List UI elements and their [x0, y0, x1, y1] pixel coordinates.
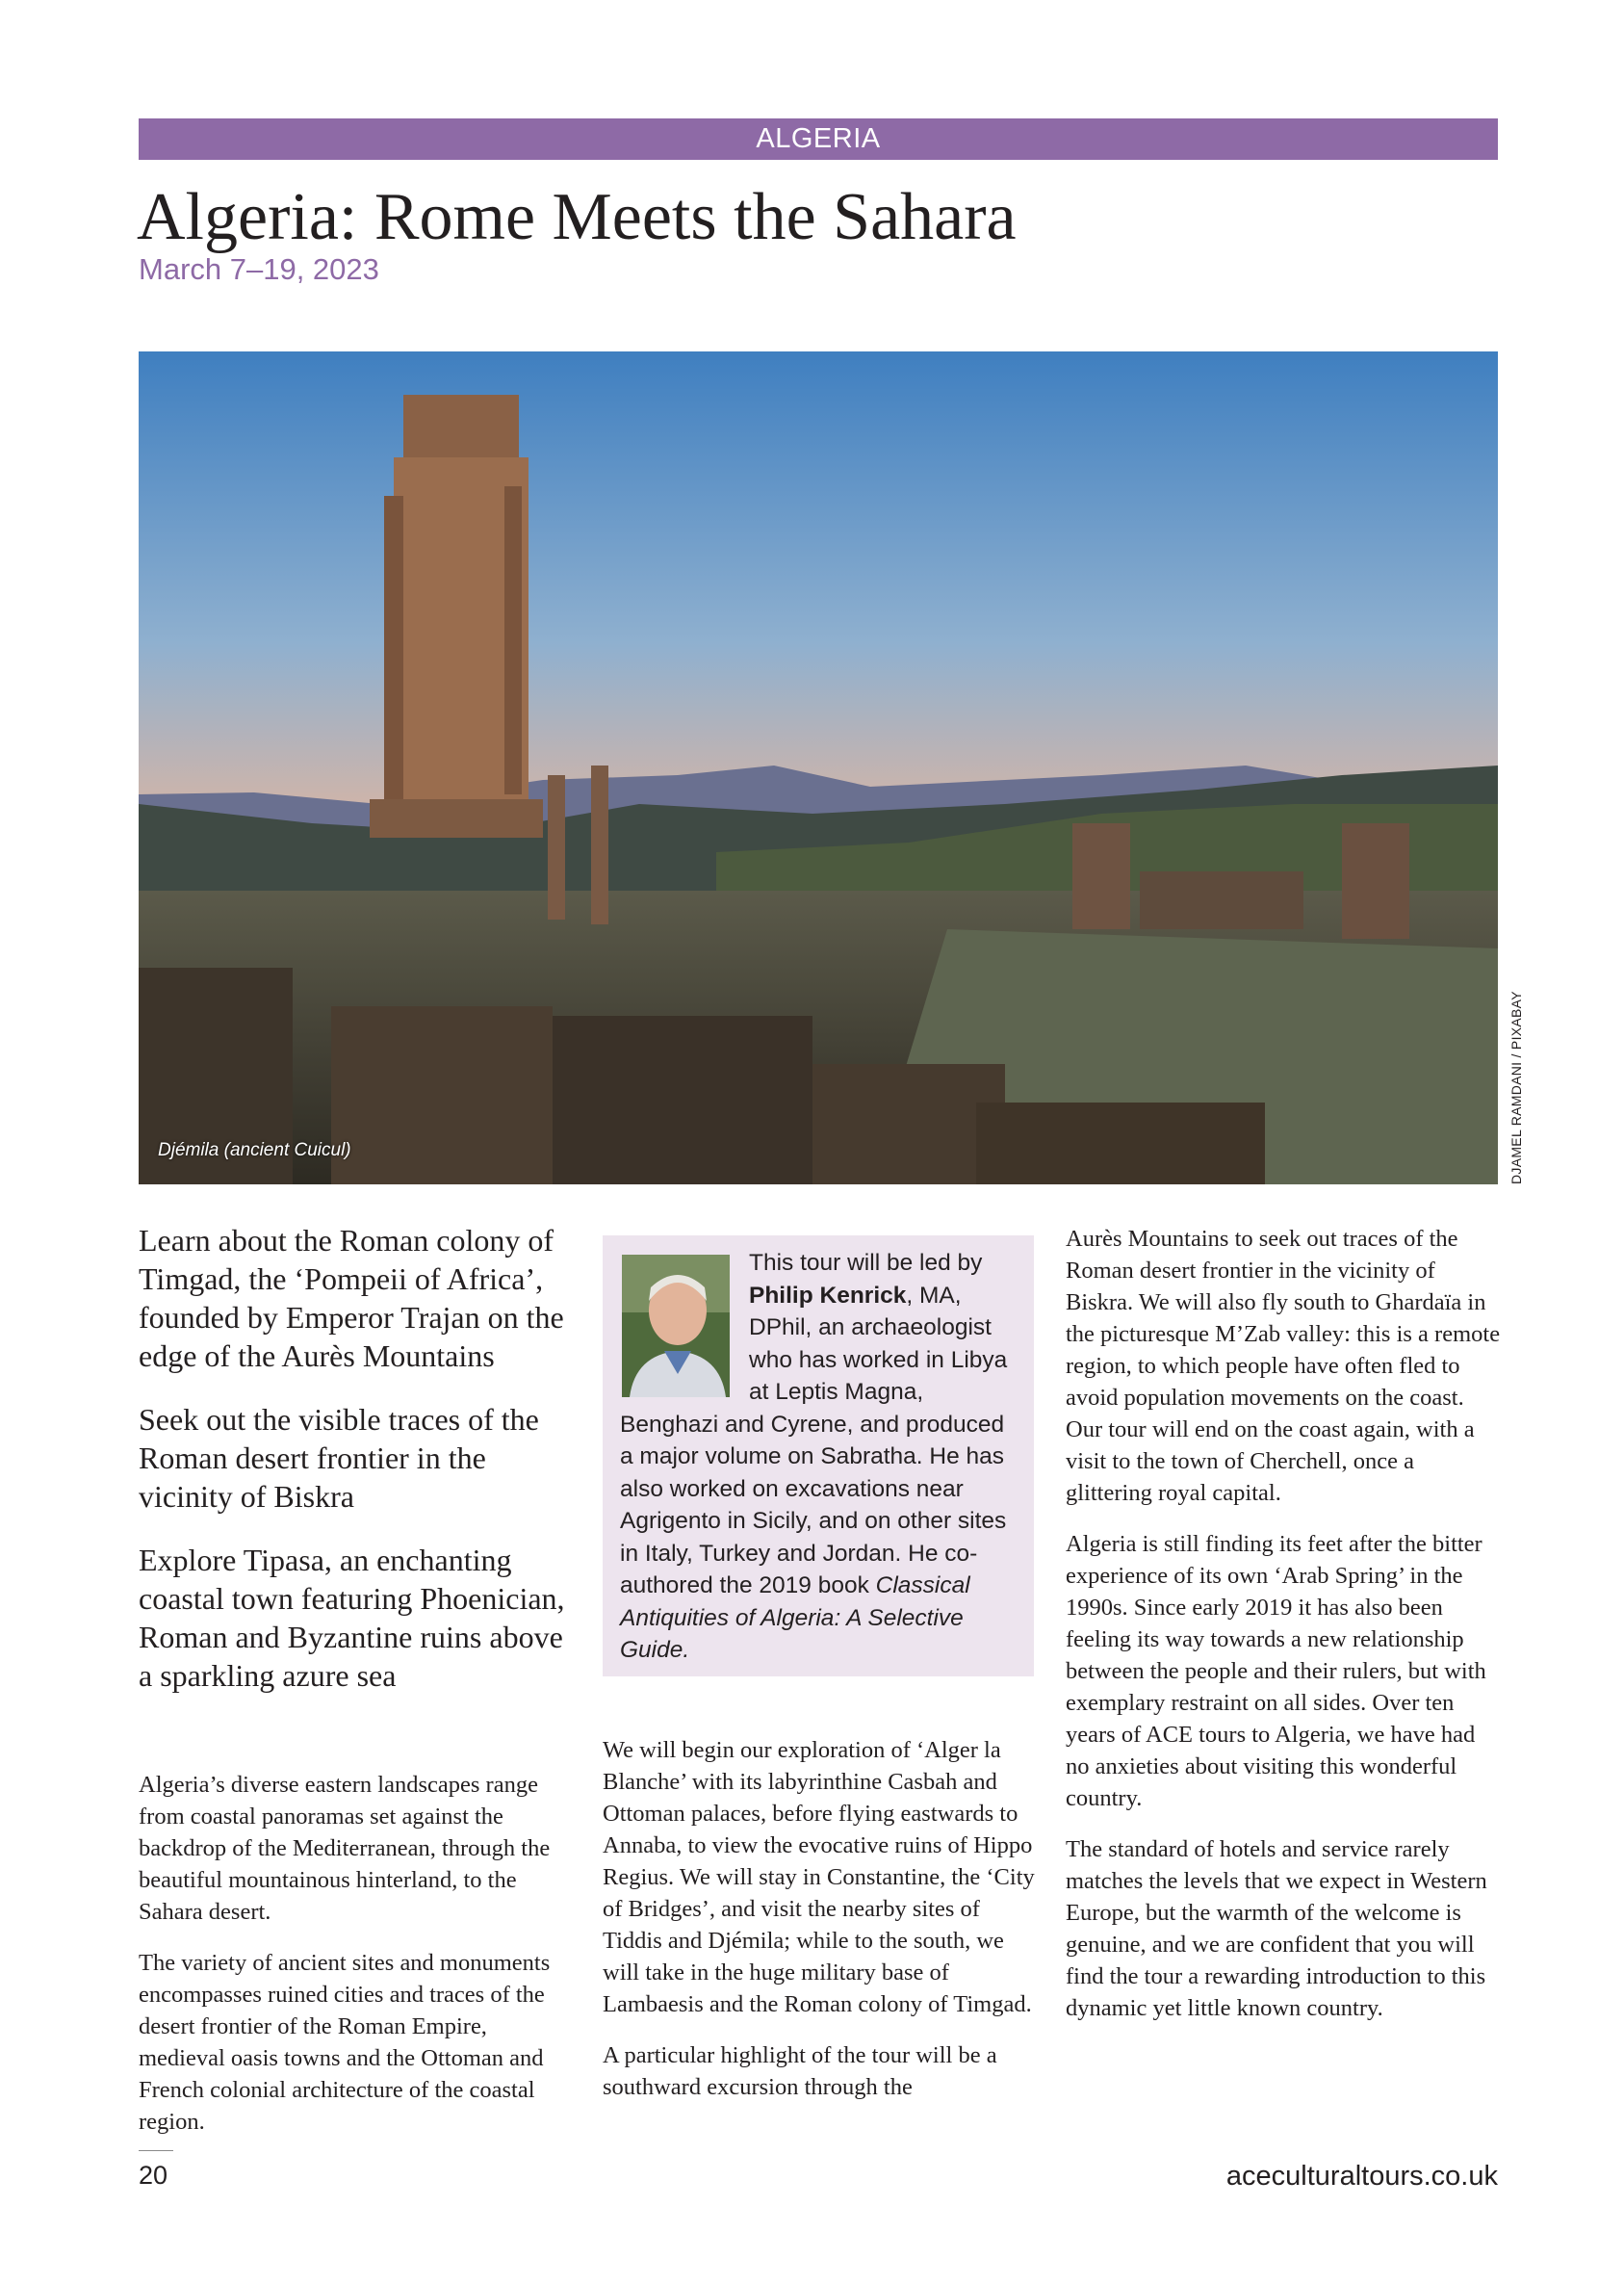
- website-link[interactable]: aceculturaltours.co.uk: [1225, 2161, 1498, 2192]
- footer-rule: [139, 2150, 173, 2151]
- tour-dates: March 7–19, 2023: [139, 252, 379, 286]
- highlight-item: Learn about the Roman colony of Timgad, the ‘Pompeii of Africa’, founded by Emperor Trajan on the edge of the Aurès Mountains: [139, 1223, 564, 1373]
- section-banner: [139, 118, 1498, 160]
- tour-leader-box: [603, 1235, 1034, 1676]
- leader-portrait: [622, 1255, 730, 1397]
- body-paragraph: The variety of ancient sites and monuments encompasses ruined cities and traces of the desert frontier of the Roman Empire, medieval oasis towns and the Ottoman and French colonial architecture of the coastal region.: [139, 1950, 551, 2135]
- body-paragraph: We will begin our exploration of ‘Alger la Blanche’ with its labyrinthine Casbah and Ottoman palaces, before flying eastwards to Annaba, to view the evocative ruins of Hippo Regius. We will stay in Constantine, the ‘City of Bridges’, and visit the nearby sites of Tiddis and Djémila; while to the south, we will take in the huge military base of Lambaesis and the Roman colony of Timgad.: [603, 1737, 1035, 2017]
- body-paragraph: A particular highlight of the tour will be a southward excursion through the: [603, 2042, 997, 2100]
- page-number: 20: [139, 2161, 168, 2190]
- photo-credit: DJAMEL RAMDANI / PIXABAY: [1508, 991, 1524, 1184]
- hero-photo: [139, 351, 1498, 1184]
- photo-caption: Djémila (ancient Cuicul): [158, 1140, 351, 1160]
- body-column-1: [139, 1769, 572, 2157]
- highlight-item: Explore Tipasa, an enchanting coastal town featuring Phoenician, Roman and Byzantine ruins above a sparkling azure sea: [139, 1543, 565, 1693]
- body-paragraph: Algeria is still finding its feet after the bitter experience of its own ‘Arab Spring’ in the 1990s. Since early 2019 it has also been feeling its way towards a new relationship between the people and their rulers, but with exemplary restraint on all sides. Over ten years of ACE tours to Algeria, we have had no anxieties about visiting this wonderful country.: [1066, 1531, 1486, 1811]
- body-paragraph: Aurès Mountains to seek out traces of the Roman desert frontier in the vicinity of Biskra. We will also fly south to Ghardaïa in the picturesque M’Zab valley: this is a remote region, to which people have often fled to avoid population movements on the coast. Our tour will end on the coast again, with a visit to the town of Cherchell, once a glittering royal capital.: [1066, 1226, 1501, 1506]
- body-paragraph: Algeria’s diverse eastern landscapes range from coastal panoramas set against the backdrop of the Mediterranean, through the beautiful mountainous hinterland, to the Sahara desert.: [139, 1772, 551, 1925]
- leader-book-title: Classical Antiquities of Algeria: A Selective Guide.: [620, 1572, 970, 1663]
- leader-name: Philip Kenrick: [749, 1282, 907, 1309]
- djemila-ruins-illustration: [139, 351, 1498, 1184]
- body-column-2: [603, 1734, 1036, 2122]
- page-title: Algeria: Rome Meets the Sahara: [137, 180, 1017, 254]
- leader-intro: This tour will be led by: [749, 1250, 983, 1276]
- leader-photo-illustration: [622, 1255, 730, 1397]
- highlight-item: Seek out the visible traces of the Roman desert frontier in the vicinity of Biskra: [139, 1402, 539, 1514]
- section-label: ALGERIA: [756, 123, 881, 154]
- leader-credentials: , MA, DPhil, an archaeologist who has worked in Libya at Leptis Magna, Benghazi and Cyrene, and produced a major volume on Sabratha. He has also worked on excavations near Agrigento in Sicily, and on other sites in Italy, Turkey and Jordan. He co-authored the 2019 book: [620, 1282, 1008, 1598]
- body-paragraph: The standard of hotels and service rarely matches the levels that we expect in Western Europe, but the warmth of the welcome is genuine, and we are confident that you will find the tour a rewarding introduction to this dynamic yet little known country.: [1066, 1836, 1487, 2021]
- body-column-3: [1066, 1223, 1504, 2043]
- tour-highlights: [139, 1221, 581, 1720]
